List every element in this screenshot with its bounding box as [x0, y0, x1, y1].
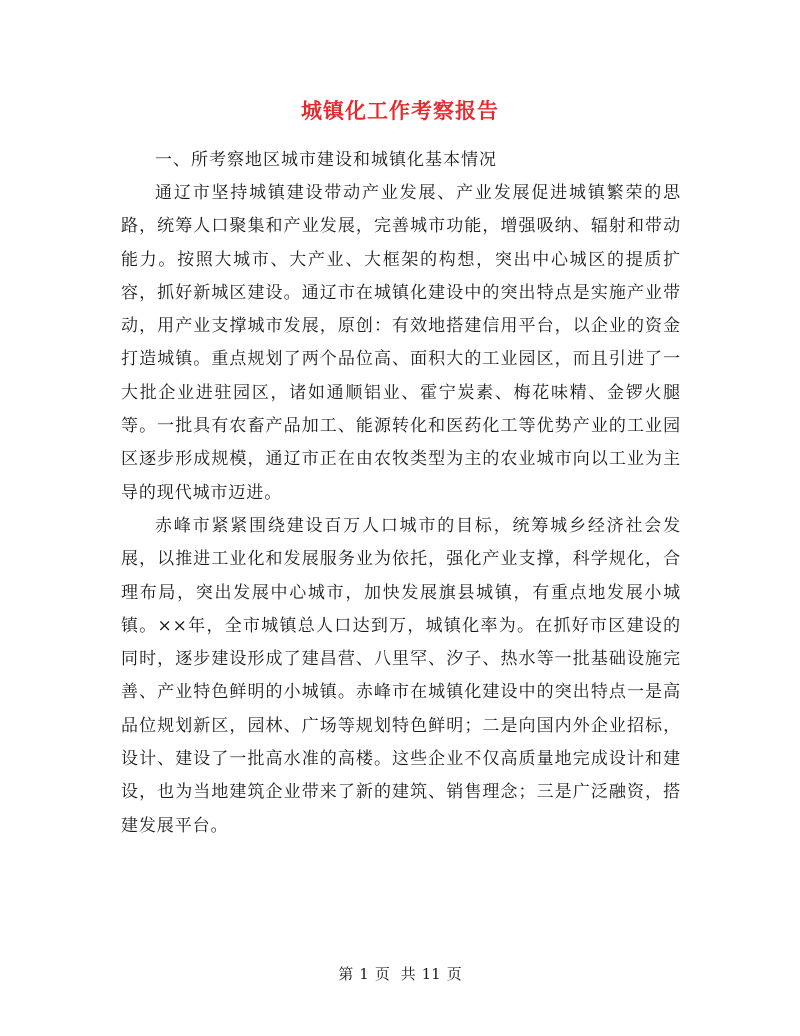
paragraph-tongliao: 通辽市坚持城镇建设带动产业发展、产业发展促进城镇繁荣的思路，统筹人口聚集和产业发展，完善城市功能，增强吸纳、辐射和带动能力。按照大城市、大产业、大框架的构想，突出中心城区的提质扩容，抓好新城区建设。通辽市在城镇化建设中的突出特点是实施产业带动，用产业支撑城市发展，原创：有效地搭建信用平台，以企业的资金打造城镇。重点规划了两个品位高、面积大的工业园区，而且引进了一大批企业进驻园区，诸如通顺铝业、霍宁炭素、梅花味精、金锣火腿等。一批具有农畜产品加工、能源转化和医药化工等优势产业的工业园区逐步形成规模，通辽市正在由农牧类型为主的农业城市向以工业为主导的现代城市迈进。: [121, 183, 681, 503]
section-heading: 一、所考察地区城市建设和城镇化基本情况: [155, 150, 497, 170]
paragraph-chifeng: 赤峰市紧紧围绕建设百万人口城市的目标，统筹城乡经济社会发展，以推进工业化和发展服务业为依托，强化产业支撑，科学规化，合理布局，突出发展中心城市，加快发展旗县城镇，有重点地发展小城镇。××年，全市城镇总人口达到万，城镇化率为。在抓好市区建设的同时，逐步建设形成了建昌营、八里罕、汐子、热水等一批基础设施完善、产业特色鲜明的小城镇。赤峰市在城镇化建设中的突出特点一是高品位规划新区，园林、广场等规划特色鲜明；二是向国内外企业招标，设计、建设了一批高水准的高楼。这些企业不仅高质量地完成设计和建设，也为当地建筑企业带来了新的建筑、销售理念；三是广泛融资，搭建发展平台。: [121, 515, 681, 836]
page-total: 11: [421, 965, 441, 983]
page-number: 1: [359, 965, 369, 983]
document-title: 城镇化工作考察报告: [301, 98, 499, 123]
document-body: [121, 144, 681, 843]
page-footer: [0, 963, 800, 984]
page-suffix: 页: [446, 965, 462, 983]
page-mid: 页 共: [374, 965, 416, 983]
page-prefix: 第: [338, 965, 354, 983]
